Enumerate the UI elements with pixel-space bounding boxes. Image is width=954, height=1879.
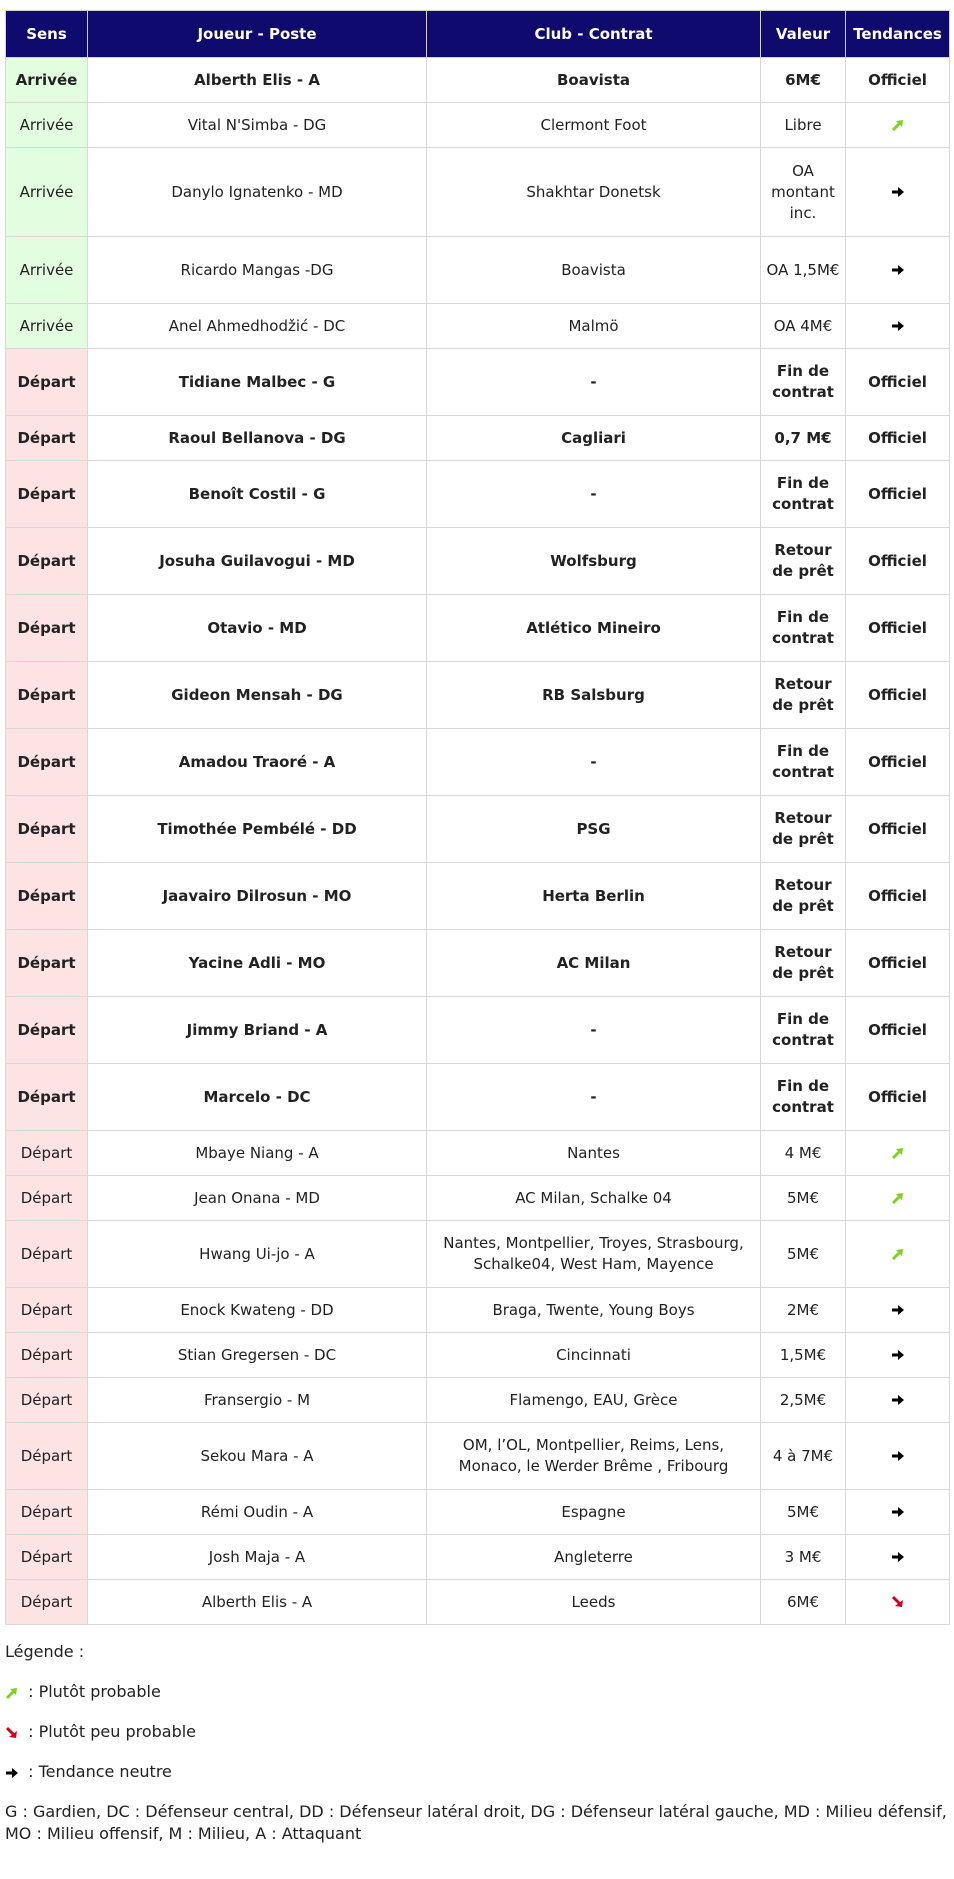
table-row bbox=[6, 595, 950, 662]
table-row bbox=[6, 103, 950, 148]
sens-cell: Arrivée bbox=[6, 103, 88, 148]
legend bbox=[5, 1641, 949, 1845]
value-cell: Fin de contrat bbox=[761, 349, 846, 416]
trend-cell: Officiel bbox=[846, 595, 950, 662]
sens-cell: Départ bbox=[6, 1064, 88, 1131]
sens-cell: Départ bbox=[6, 1221, 88, 1288]
sens-cell: Départ bbox=[6, 1176, 88, 1221]
value-cell: Retour de prêt bbox=[761, 796, 846, 863]
legend-separator: : bbox=[23, 1722, 39, 1741]
down-arrow-icon bbox=[891, 1595, 905, 1609]
trend-cell: Officiel bbox=[846, 58, 950, 103]
sens-cell: Départ bbox=[6, 1490, 88, 1535]
club-cell: AC Milan bbox=[427, 930, 761, 997]
table-row bbox=[6, 1176, 950, 1221]
neutral-arrow-icon bbox=[891, 1393, 905, 1407]
trend-cell: Officiel bbox=[846, 863, 950, 930]
club-cell: Braga, Twente, Young Boys bbox=[427, 1288, 761, 1333]
trend-cell: Officiel bbox=[846, 1064, 950, 1131]
header-valeur: Valeur bbox=[761, 11, 846, 58]
value-cell: Fin de contrat bbox=[761, 1064, 846, 1131]
player-cell: Benoît Costil - G bbox=[88, 461, 427, 528]
table-row bbox=[6, 1378, 950, 1423]
down-arrow-icon bbox=[5, 1726, 19, 1740]
player-cell: Alberth Elis - A bbox=[88, 58, 427, 103]
sens-cell: Départ bbox=[6, 349, 88, 416]
player-cell: Gideon Mensah - DG bbox=[88, 662, 427, 729]
trend-cell: Officiel bbox=[846, 930, 950, 997]
club-cell: Boavista bbox=[427, 237, 761, 304]
value-cell: 0,7 M€ bbox=[761, 416, 846, 461]
sens-cell: Départ bbox=[6, 796, 88, 863]
table-row bbox=[6, 304, 950, 349]
legend-down-entry bbox=[5, 1721, 949, 1743]
table-row bbox=[6, 729, 950, 796]
player-cell: Sekou Mara - A bbox=[88, 1423, 427, 1490]
club-cell: Flamengo, EAU, Grèce bbox=[427, 1378, 761, 1423]
sens-cell: Départ bbox=[6, 930, 88, 997]
club-cell: - bbox=[427, 729, 761, 796]
neutral-arrow-icon bbox=[891, 1550, 905, 1564]
club-cell: Leeds bbox=[427, 1580, 761, 1625]
legend-abbreviations: G : Gardien, DC : Défenseur central, DD : Défenseur latéral droit, DG : Défenseur latéral gauche, MD : Milieu défensif, MO : Milieu offensif, M : Milieu, A : Attaquant bbox=[5, 1802, 947, 1843]
trend-cell bbox=[846, 1423, 950, 1490]
sens-cell: Départ bbox=[6, 1378, 88, 1423]
player-cell: Jaavairo Dilrosun - MO bbox=[88, 863, 427, 930]
legend-up-label: Plutôt probable bbox=[38, 1682, 161, 1701]
sens-cell: Arrivée bbox=[6, 58, 88, 103]
trend-cell: Officiel bbox=[846, 349, 950, 416]
value-cell: 2M€ bbox=[761, 1288, 846, 1333]
value-cell: 2,5M€ bbox=[761, 1378, 846, 1423]
neutral-arrow-icon bbox=[891, 319, 905, 333]
player-cell: Marcelo - DC bbox=[88, 1064, 427, 1131]
value-cell: Retour de prêt bbox=[761, 930, 846, 997]
table-row bbox=[6, 237, 950, 304]
trend-cell: Officiel bbox=[846, 729, 950, 796]
up-arrow-icon bbox=[891, 1247, 905, 1261]
value-cell: 5M€ bbox=[761, 1221, 846, 1288]
trend-cell: Officiel bbox=[846, 416, 950, 461]
club-cell: PSG bbox=[427, 796, 761, 863]
trend-cell bbox=[846, 237, 950, 304]
value-cell: OA 4M€ bbox=[761, 304, 846, 349]
club-cell: RB Salsburg bbox=[427, 662, 761, 729]
player-cell: Enock Kwateng - DD bbox=[88, 1288, 427, 1333]
trend-cell bbox=[846, 1580, 950, 1625]
sens-cell: Départ bbox=[6, 416, 88, 461]
legend-neutral-entry bbox=[5, 1761, 949, 1783]
value-cell: 1,5M€ bbox=[761, 1333, 846, 1378]
table-row bbox=[6, 416, 950, 461]
player-cell: Alberth Elis - A bbox=[88, 1580, 427, 1625]
player-cell: Mbaye Niang - A bbox=[88, 1131, 427, 1176]
player-cell: Raoul Bellanova - DG bbox=[88, 416, 427, 461]
value-cell: Retour de prêt bbox=[761, 863, 846, 930]
up-arrow-icon bbox=[891, 1191, 905, 1205]
neutral-arrow-icon bbox=[891, 1449, 905, 1463]
trend-cell bbox=[846, 1490, 950, 1535]
table-row bbox=[6, 930, 950, 997]
value-cell: OA montant inc. bbox=[761, 148, 846, 237]
legend-separator: : bbox=[23, 1682, 39, 1701]
club-cell: OM, l’OL, Montpellier, Reims, Lens, Monaco, le Werder Brême , Fribourg bbox=[427, 1423, 761, 1490]
trend-cell bbox=[846, 1535, 950, 1580]
player-cell: Amadou Traoré - A bbox=[88, 729, 427, 796]
club-cell: Wolfsburg bbox=[427, 528, 761, 595]
value-cell: Libre bbox=[761, 103, 846, 148]
player-cell: Fransergio - M bbox=[88, 1378, 427, 1423]
sens-cell: Départ bbox=[6, 729, 88, 796]
sens-cell: Arrivée bbox=[6, 237, 88, 304]
club-cell: Clermont Foot bbox=[427, 103, 761, 148]
up-arrow-icon bbox=[891, 1146, 905, 1160]
value-cell: Fin de contrat bbox=[761, 997, 846, 1064]
neutral-arrow-icon bbox=[5, 1766, 19, 1780]
header-sens: Sens bbox=[6, 11, 88, 58]
player-cell: Vital N'Simba - DG bbox=[88, 103, 427, 148]
club-cell: - bbox=[427, 1064, 761, 1131]
value-cell: Fin de contrat bbox=[761, 595, 846, 662]
table-row bbox=[6, 1221, 950, 1288]
neutral-arrow-icon bbox=[891, 1505, 905, 1519]
value-cell: 5M€ bbox=[761, 1490, 846, 1535]
club-cell: Boavista bbox=[427, 58, 761, 103]
sens-cell: Départ bbox=[6, 1288, 88, 1333]
value-cell: 6M€ bbox=[761, 1580, 846, 1625]
table-row bbox=[6, 1535, 950, 1580]
table-row bbox=[6, 148, 950, 237]
player-cell: Yacine Adli - MO bbox=[88, 930, 427, 997]
sens-cell: Départ bbox=[6, 1333, 88, 1378]
trend-cell bbox=[846, 1131, 950, 1176]
value-cell: 4 M€ bbox=[761, 1131, 846, 1176]
table-row bbox=[6, 1333, 950, 1378]
table-row bbox=[6, 349, 950, 416]
table-row bbox=[6, 1423, 950, 1490]
table-row bbox=[6, 58, 950, 103]
neutral-arrow-icon bbox=[891, 263, 905, 277]
neutral-arrow-icon bbox=[891, 1303, 905, 1317]
header-tendances: Tendances bbox=[846, 11, 950, 58]
club-cell: AC Milan, Schalke 04 bbox=[427, 1176, 761, 1221]
table-row bbox=[6, 1131, 950, 1176]
table-row bbox=[6, 461, 950, 528]
sens-cell: Départ bbox=[6, 662, 88, 729]
trend-cell bbox=[846, 304, 950, 349]
legend-neutral-label: Tendance neutre bbox=[38, 1762, 172, 1781]
table-row bbox=[6, 528, 950, 595]
trend-cell bbox=[846, 103, 950, 148]
table-row bbox=[6, 997, 950, 1064]
club-cell: Malmö bbox=[427, 304, 761, 349]
club-cell: Nantes bbox=[427, 1131, 761, 1176]
club-cell: - bbox=[427, 997, 761, 1064]
club-cell: Angleterre bbox=[427, 1535, 761, 1580]
value-cell: 4 à 7M€ bbox=[761, 1423, 846, 1490]
legend-separator: : bbox=[23, 1762, 39, 1781]
sens-cell: Arrivée bbox=[6, 148, 88, 237]
club-cell: Espagne bbox=[427, 1490, 761, 1535]
sens-cell: Départ bbox=[6, 1580, 88, 1625]
value-cell: Fin de contrat bbox=[761, 461, 846, 528]
value-cell: OA 1,5M€ bbox=[761, 237, 846, 304]
table-header-row bbox=[6, 11, 950, 58]
player-cell: Anel Ahmedhodžić - DC bbox=[88, 304, 427, 349]
club-cell: - bbox=[427, 461, 761, 528]
club-cell: - bbox=[427, 349, 761, 416]
legend-down-label: Plutôt peu probable bbox=[38, 1722, 197, 1741]
transfers-table bbox=[5, 10, 950, 1625]
table-row bbox=[6, 796, 950, 863]
table-body bbox=[6, 58, 950, 1625]
trend-cell bbox=[846, 1176, 950, 1221]
trend-cell bbox=[846, 1288, 950, 1333]
value-cell: Retour de prêt bbox=[761, 662, 846, 729]
trend-cell: Officiel bbox=[846, 528, 950, 595]
club-cell: Cincinnati bbox=[427, 1333, 761, 1378]
header-club-contrat: Club - Contrat bbox=[427, 11, 761, 58]
trend-cell: Officiel bbox=[846, 997, 950, 1064]
player-cell: Hwang Ui-jo - A bbox=[88, 1221, 427, 1288]
value-cell: 3 M€ bbox=[761, 1535, 846, 1580]
table-row bbox=[6, 863, 950, 930]
sens-cell: Départ bbox=[6, 1535, 88, 1580]
table-row bbox=[6, 1288, 950, 1333]
trend-cell bbox=[846, 1378, 950, 1423]
player-cell: Jean Onana - MD bbox=[88, 1176, 427, 1221]
player-cell: Otavio - MD bbox=[88, 595, 427, 662]
sens-cell: Départ bbox=[6, 997, 88, 1064]
club-cell: Nantes, Montpellier, Troyes, Strasbourg, Schalke04, West Ham, Mayence bbox=[427, 1221, 761, 1288]
player-cell: Danylo Ignatenko - MD bbox=[88, 148, 427, 237]
legend-title: Légende : bbox=[5, 1642, 85, 1661]
trend-cell: Officiel bbox=[846, 662, 950, 729]
trend-cell bbox=[846, 148, 950, 237]
player-cell: Josh Maja - A bbox=[88, 1535, 427, 1580]
value-cell: 6M€ bbox=[761, 58, 846, 103]
player-cell: Jimmy Briand - A bbox=[88, 997, 427, 1064]
up-arrow-icon bbox=[891, 118, 905, 132]
club-cell: Atlético Mineiro bbox=[427, 595, 761, 662]
club-cell: Herta Berlin bbox=[427, 863, 761, 930]
trend-cell bbox=[846, 1333, 950, 1378]
player-cell: Stian Gregersen - DC bbox=[88, 1333, 427, 1378]
trend-cell: Officiel bbox=[846, 796, 950, 863]
up-arrow-icon bbox=[5, 1686, 19, 1700]
club-cell: Shakhtar Donetsk bbox=[427, 148, 761, 237]
table-row bbox=[6, 1064, 950, 1131]
trend-cell: Officiel bbox=[846, 461, 950, 528]
club-cell: Cagliari bbox=[427, 416, 761, 461]
player-cell: Tidiane Malbec - G bbox=[88, 349, 427, 416]
legend-up-entry bbox=[5, 1681, 949, 1703]
neutral-arrow-icon bbox=[891, 1348, 905, 1362]
value-cell: Retour de prêt bbox=[761, 528, 846, 595]
sens-cell: Départ bbox=[6, 461, 88, 528]
sens-cell: Départ bbox=[6, 528, 88, 595]
sens-cell: Départ bbox=[6, 1131, 88, 1176]
value-cell: Fin de contrat bbox=[761, 729, 846, 796]
player-cell: Timothée Pembélé - DD bbox=[88, 796, 427, 863]
table-row bbox=[6, 662, 950, 729]
table-row bbox=[6, 1580, 950, 1625]
value-cell: 5M€ bbox=[761, 1176, 846, 1221]
player-cell: Josuha Guilavogui - MD bbox=[88, 528, 427, 595]
player-cell: Ricardo Mangas -DG bbox=[88, 237, 427, 304]
sens-cell: Départ bbox=[6, 863, 88, 930]
header-joueur-poste: Joueur - Poste bbox=[88, 11, 427, 58]
table-row bbox=[6, 1490, 950, 1535]
sens-cell: Arrivée bbox=[6, 304, 88, 349]
sens-cell: Départ bbox=[6, 1423, 88, 1490]
trend-cell bbox=[846, 1221, 950, 1288]
neutral-arrow-icon bbox=[891, 185, 905, 199]
sens-cell: Départ bbox=[6, 595, 88, 662]
player-cell: Rémi Oudin - A bbox=[88, 1490, 427, 1535]
